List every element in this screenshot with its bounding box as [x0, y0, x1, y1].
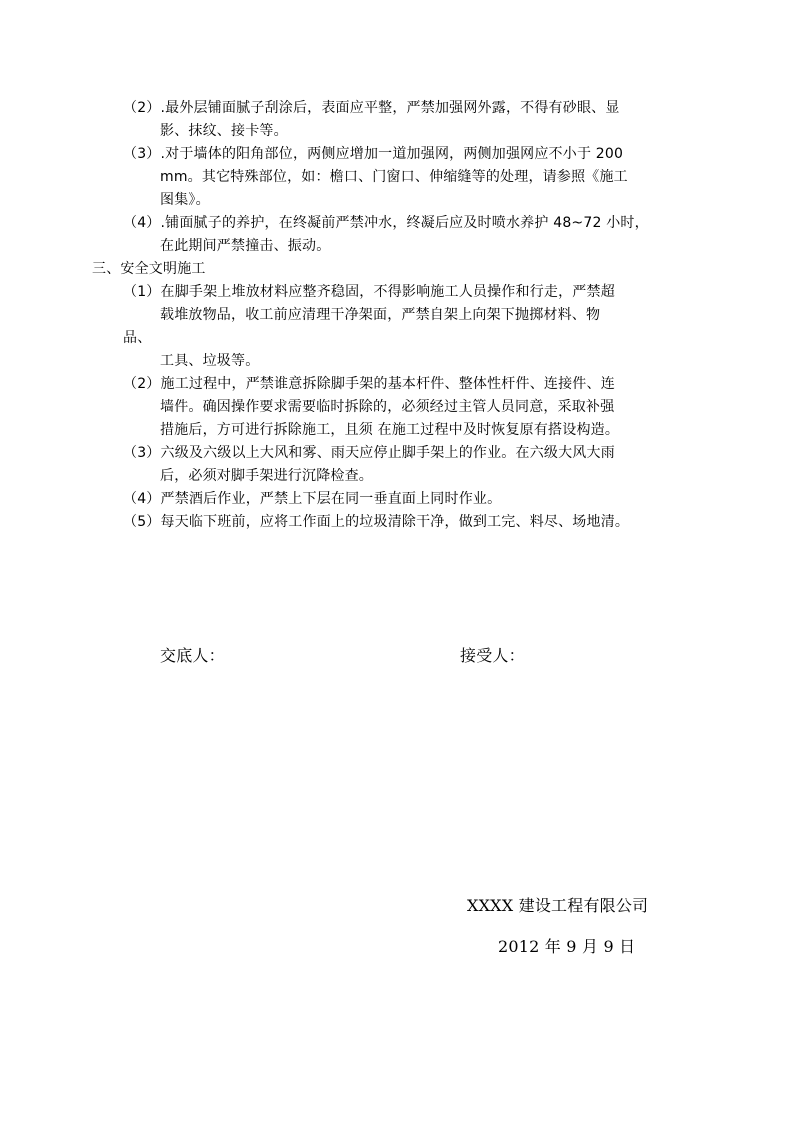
s3-item-3-line-1: （3）六级及六级以上大风和雾、雨天应停止脚手架上的作业。在六级大风大雨	[123, 445, 615, 461]
document-date: 2012 年 9 月 9 日	[498, 937, 636, 956]
s3-item-2-line-2: 墙件。确因操作要求需要临时拆除的，必须经过主管人员同意，采取补强	[160, 399, 615, 415]
item-3-line-1: （3）.对于墙体的阳角部位，两侧应增加一道加强网，两侧加强网应不小于 200	[123, 146, 624, 162]
signature-giver-label: 交底人：	[160, 646, 225, 665]
item-2-line-2: 影、抹纹、接卡等。	[160, 123, 288, 139]
s3-item-5-line-1: （5）每天临下班前，应将工作面上的垃圾清除干净，做到工完、料尽、场地清。	[123, 514, 630, 530]
section-3-heading: 三、安全文明施工	[92, 261, 206, 277]
s3-item-4-line-1: （4）严禁酒后作业，严禁上下层在同一垂直面上同时作业。	[123, 491, 502, 507]
item-3-line-3: 图集》。	[160, 192, 210, 208]
item-2-line-1: （2）.最外层铺面腻子刮涂后，表面应平整，严禁加强网外露，不得有砂眼、显	[123, 100, 620, 116]
company-name: XXXX 建设工程有限公司	[467, 896, 649, 915]
s3-item-2-line-1: （2）施工过程中，严禁谁意拆除脚手架的基本杆件、整体性杆件、连接件、连	[123, 376, 615, 392]
signature-receiver-label: 接受人：	[460, 646, 525, 665]
s3-item-1-line-3: 品、	[123, 330, 152, 346]
s3-item-3-line-2: 后，必须对脚手架进行沉降检查。	[160, 468, 373, 484]
item-4-line-2: 在此期间严禁撞击、振动。	[160, 238, 331, 254]
item-3-line-2: mm。其它特殊部位，如：檐口、门窗口、伸缩缝等的处理，请参照《施工	[160, 169, 628, 185]
s3-item-1-line-1: （1）在脚手架上堆放材料应整齐稳固，不得影响施工人员操作和行走，严禁超	[123, 284, 615, 300]
s3-item-1-line-2: 载堆放物品，收工前应清理干净架面，严禁自架上向架下抛掷材料、物	[160, 307, 601, 323]
item-4-line-1: （4）.铺面腻子的养护，在终凝前严禁冲水，终凝后应及时喷水养护 48~72 小时，	[123, 215, 649, 231]
s3-item-2-line-3: 措施后，方可进行拆除施工，且须 在施工过程中及时恢复原有搭设构造。	[160, 422, 620, 438]
s3-item-1-line-4: 工具、垃圾等。	[160, 353, 260, 369]
